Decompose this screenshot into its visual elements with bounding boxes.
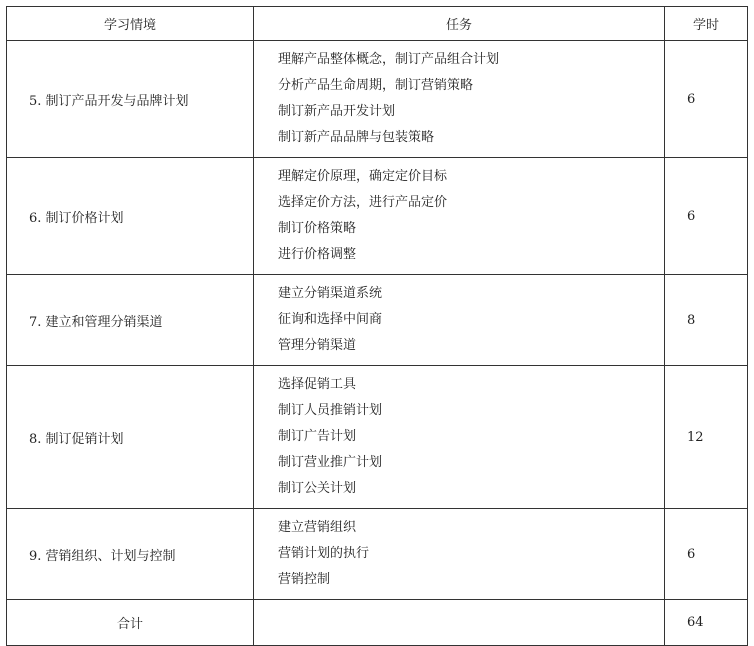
- task-item: 制订公关计划: [278, 481, 357, 496]
- hours-cell: 6: [665, 509, 748, 600]
- task-item: 制订新产品开发计划: [278, 104, 396, 119]
- table-row: [7, 509, 748, 600]
- task-item: 制订营业推广计划: [278, 455, 383, 470]
- task-item: 进行价格调整: [278, 247, 357, 262]
- table-row: [7, 366, 748, 509]
- table-row: [7, 41, 748, 158]
- situation-cell: 5. 制订产品开发与品牌计划: [7, 41, 254, 158]
- task-item: 制订价格策略: [278, 221, 357, 236]
- task-item: 制订新产品品牌与包装策略: [278, 130, 435, 145]
- situation-cell: 7. 建立和管理分销渠道: [7, 275, 254, 366]
- course-schedule-table: [6, 6, 748, 646]
- task-item: 建立分销渠道系统: [278, 286, 383, 301]
- task-item: 选择促销工具: [278, 377, 357, 392]
- total-row: [7, 600, 748, 646]
- task-item: 营销控制: [278, 572, 331, 587]
- tasks-cell: [254, 41, 665, 158]
- task-item: 管理分销渠道: [278, 338, 357, 353]
- task-item: 建立营销组织: [278, 520, 357, 535]
- situation-cell: 6. 制订价格计划: [7, 158, 254, 275]
- course-table-container: [6, 6, 747, 646]
- total-tasks-cell: [254, 600, 665, 646]
- hours-cell: 8: [665, 275, 748, 366]
- header-hours: 学时: [665, 7, 748, 41]
- tasks-cell: [254, 275, 665, 366]
- task-item: 制订人员推销计划: [278, 403, 383, 418]
- table-row: [7, 158, 748, 275]
- task-item: 征询和选择中间商: [278, 312, 383, 327]
- tasks-cell: [254, 509, 665, 600]
- tasks-cell: [254, 366, 665, 509]
- situation-cell: 9. 营销组织、计划与控制: [7, 509, 254, 600]
- total-label: 合计: [7, 600, 254, 646]
- header-situation: 学习情境: [7, 7, 254, 41]
- header-tasks: 任务: [254, 7, 665, 41]
- task-item: 制订广告计划: [278, 429, 357, 444]
- task-item: 理解定价原理，确定定价目标: [278, 169, 448, 184]
- task-item: 理解产品整体概念，制订产品组合计划: [278, 52, 500, 67]
- header-row: [7, 7, 748, 41]
- task-item: 选择定价方法，进行产品定价: [278, 195, 448, 210]
- task-item: 分析产品生命周期，制订营销策略: [278, 78, 474, 93]
- situation-cell: 8. 制订促销计划: [7, 366, 254, 509]
- task-item: 营销计划的执行: [278, 546, 370, 561]
- tasks-cell: [254, 158, 665, 275]
- total-hours: 64: [665, 600, 748, 646]
- hours-cell: 6: [665, 41, 748, 158]
- hours-cell: 6: [665, 158, 748, 275]
- hours-cell: 12: [665, 366, 748, 509]
- table-row: [7, 275, 748, 366]
